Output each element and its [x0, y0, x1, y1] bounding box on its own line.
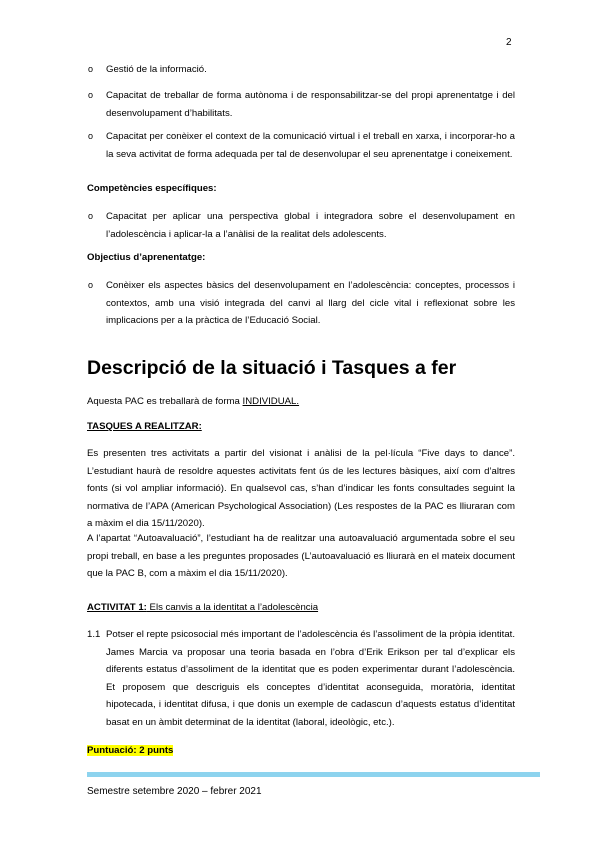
self-evaluation-paragraph: A l’apartat “Autoavaluació”, l’estudiant ha de realitzar una autoavaluació argumentada sobre el seu propi treball, en base a les preguntes proposades (L’autoavaluació es lliurarà en el mateix document que la PAC B, com a màxim el dia 15/11/2020).	[87, 533, 515, 579]
list-item-information-management	[88, 61, 515, 79]
activity-title: Els canvis a la identitat a l’adolescència	[146, 602, 319, 613]
bullet-icon: o	[88, 64, 94, 74]
list-item-development-aspects	[88, 277, 515, 330]
footer-divider	[87, 772, 540, 777]
specific-competences-heading: Competències específiques:	[87, 183, 217, 194]
bullet-icon: o	[88, 211, 94, 221]
list-item-text: Capacitat per conèixer el context de la comunicació virtual i el treball en xarxa, i incorporar-ho a la seva activitat de forma adequada per tal de desenvolupar el seu aprenentatge i coneixement.	[106, 131, 515, 160]
activity-label: ACTIVITAT 1:	[87, 602, 147, 613]
question-text: Potser el repte psicosocial més important de l’adolescència és l’assoliment de la pròpia identitat. James Marcia va proposar una teoria basada en l’obra d’Erik Erikson per tal d’explicar els diferents estatus d’assoliment de la identitat que es poden experimentar durant l’adolescència. Et proposem que descriguis els conceptes d’identitat aconseguida, moratòria, identitat hipotecada, i identitat difusa, i que donis un exemple de cadascun d’aquests estatus d’identitat basat en un àmbit determinat de la identitat (laboral, ideològic, etc.).	[106, 629, 516, 728]
list-item-virtual-communication	[88, 128, 515, 163]
score-label: Puntuació: 2 punts	[87, 745, 174, 756]
list-item-global-perspective	[88, 208, 515, 243]
work-mode-value: INDIVIDUAL.	[242, 396, 300, 407]
bullet-icon: o	[88, 131, 94, 141]
score-line	[87, 742, 515, 760]
question-number: 1.1	[87, 629, 101, 640]
work-mode-text: Aquesta PAC es treballarà de forma	[87, 396, 240, 407]
activity-heading	[87, 599, 515, 617]
list-item-autonomy	[88, 87, 515, 122]
intro-paragraph: Es presenten tres activitats a partir del visionat i anàlisi de la pel·lícula “Five days to dance”. L’estudiant haurà de resoldre aquestes activitats fent ús de les lectures bàsiques, així com d’altres fonts (si vol ampliar informació). En qualsevol cas, s’han d’indicar les fonts consultades seguint la normativa de l’APA (American Psychological Association) (Les respostes de la PAC es lliuraran com a màxim el dia 15/11/2020).	[87, 448, 515, 529]
list-item-text: Gestió de la informació.	[106, 64, 207, 75]
footer-text: Semestre setembre 2020 – febrer 2021	[87, 786, 262, 797]
list-item-text: Capacitat per aplicar una perspectiva global i integradora sobre el desenvolupament en l’adolescència i aplicar-la a l’anàlisi de la realitat dels adolescents.	[106, 211, 515, 240]
section-title: Descripció de la situació i Tasques a fer	[87, 357, 457, 379]
list-item-text: Capacitat de treballar de forma autònoma i de responsabilitzar-se del propi aprenentatge i del desenvolupament d’habilitats.	[106, 90, 515, 119]
bullet-icon: o	[88, 90, 94, 100]
bullet-icon: o	[88, 280, 94, 290]
list-item-text: Conèixer els aspectes bàsics del desenvolupament en l’adolescència: conceptes, processos i contextos, amb una visió integrada del canvi al llarg del cicle vital i reflexionat sobre les implicacions per a la pràctica de l’Educació Social.	[106, 280, 515, 326]
tasks-heading: TASQUES A REALITZAR:	[87, 421, 202, 432]
work-mode-line	[87, 393, 515, 411]
page-number: 2	[506, 37, 512, 48]
learning-objectives-heading: Objectius d’aprenentatge:	[87, 252, 206, 263]
